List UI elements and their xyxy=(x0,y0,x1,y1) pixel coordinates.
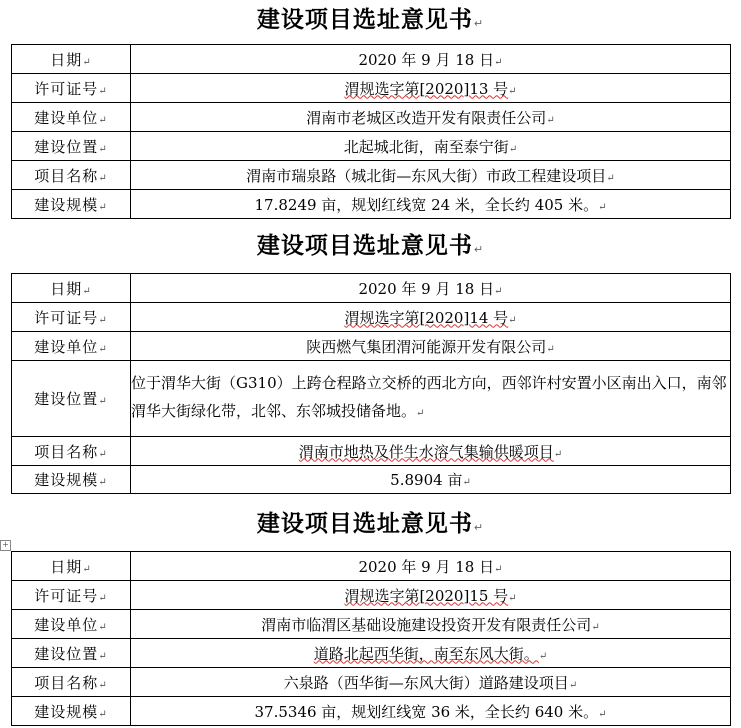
label-project-name xyxy=(12,668,131,697)
return-mark-icon: ↵ xyxy=(508,85,517,97)
section-3-table xyxy=(11,551,731,726)
table-row xyxy=(12,639,731,668)
label-permit-number xyxy=(12,74,131,103)
label-project-name xyxy=(12,437,131,466)
cell-text: 建设规模 xyxy=(34,195,99,214)
return-mark-icon: ↵ xyxy=(546,343,555,355)
cell-text: 5.8904 亩 xyxy=(390,471,463,489)
value-date xyxy=(131,45,731,74)
value-project-name xyxy=(131,161,731,190)
cell-text: 项目名称 xyxy=(34,166,99,185)
return-mark-icon: ↵ xyxy=(508,143,518,155)
return-mark-icon: ↵ xyxy=(98,201,108,213)
label-construction-scale xyxy=(12,190,131,219)
cell-text: 渭南市瑞泉路（城北街—东风大街）市政工程建设项目 xyxy=(246,166,607,185)
return-mark-icon: ↵ xyxy=(98,621,108,633)
return-mark-icon: ↵ xyxy=(98,679,108,691)
cell-text: 2020 年 9 月 18 日 xyxy=(358,557,495,576)
table-move-handle-icon[interactable]: + xyxy=(0,540,11,551)
cell-text: 建设规模 xyxy=(34,702,99,721)
table-row xyxy=(12,697,731,726)
value-construction-unit xyxy=(131,610,731,639)
return-mark-icon: ↵ xyxy=(98,314,108,326)
cell-text: 17.8249 亩，规划红线宽 24 米，全长约 405 米。 xyxy=(254,195,599,214)
label-construction-location xyxy=(12,639,131,668)
section-2-title-text: 建设项目选址意见书 xyxy=(256,233,473,259)
cell-text: 建设单位 xyxy=(34,337,99,356)
return-mark-icon: ↵ xyxy=(598,201,607,213)
return-mark-icon: ↵ xyxy=(494,563,503,575)
return-mark-icon: ↵ xyxy=(98,650,108,662)
value-date xyxy=(131,274,731,303)
table-row xyxy=(12,274,731,303)
label-date xyxy=(12,552,131,581)
table-row xyxy=(12,103,731,132)
cell-text: 渭南市地热及伴生水溶气集输供暖项目 xyxy=(298,442,554,461)
value-construction-location xyxy=(131,361,731,437)
label-date xyxy=(12,274,131,303)
table-row xyxy=(12,610,731,639)
cell-text: 许可证号 xyxy=(34,586,99,605)
label-construction-location xyxy=(12,361,131,437)
label-construction-location xyxy=(12,132,131,161)
cell-text: 建设规模 xyxy=(34,471,99,489)
value-construction-location xyxy=(131,639,731,668)
return-mark-icon: ↵ xyxy=(416,408,425,419)
cell-text: 渭规选字第[2020]15 号 xyxy=(344,586,509,605)
cell-text: 陕西燃气集团渭河能源开发有限公司 xyxy=(306,337,547,356)
cell-text: 建设单位 xyxy=(34,615,99,634)
table-row xyxy=(12,132,731,161)
cell-text: 许可证号 xyxy=(34,79,99,98)
label-date xyxy=(12,45,131,74)
value-permit-number xyxy=(131,74,731,103)
cell-text: 六泉路（西华街—东风大街）道路建设项目 xyxy=(283,673,569,692)
value-construction-location xyxy=(131,132,731,161)
return-mark-icon: ↵ xyxy=(494,285,503,297)
value-permit-number xyxy=(131,581,731,610)
label-permit-number xyxy=(12,303,131,332)
table-row xyxy=(12,581,731,610)
label-construction-scale xyxy=(12,466,131,494)
value-project-name xyxy=(131,437,731,466)
table-row xyxy=(12,466,731,494)
return-mark-icon: ↵ xyxy=(494,56,503,68)
cell-text: 建设位置 xyxy=(34,644,99,663)
value-date xyxy=(131,552,731,581)
cell-text: 建设单位 xyxy=(34,108,99,127)
cell-text: 37.5346 亩，规划红线宽 36 米，全长约 640 米。 xyxy=(254,702,599,721)
label-permit-number xyxy=(12,581,131,610)
cell-text: 位于渭华大街（G310）上跨仓程路立交桥的西北方向，西邻许村安置小区南出入口，南邻渭华大街绿化带，北邻、东邻城投储备地。 xyxy=(131,374,727,420)
return-mark-icon: ↵ xyxy=(568,679,578,691)
return-mark-icon: ↵ xyxy=(98,343,108,355)
cell-text: 建设位置 xyxy=(34,390,99,408)
value-construction-unit xyxy=(131,103,731,132)
cell-text: 日期 xyxy=(50,50,83,69)
value-construction-scale xyxy=(131,190,731,219)
value-construction-unit xyxy=(131,332,731,361)
table-row xyxy=(12,552,731,581)
table-row xyxy=(12,437,731,466)
section-3-title-text: 建设项目选址意见书 xyxy=(256,511,473,537)
value-construction-scale xyxy=(131,697,731,726)
return-mark-icon: ↵ xyxy=(98,592,108,604)
return-mark-icon: ↵ xyxy=(98,85,108,97)
cell-text: 日期 xyxy=(50,557,83,576)
value-project-name xyxy=(131,668,731,697)
cell-text: 渭规选字第[2020]13 号 xyxy=(344,79,509,98)
return-mark-icon: ↵ xyxy=(462,477,471,488)
return-mark-icon: ↵ xyxy=(82,563,92,575)
return-mark-icon: ↵ xyxy=(82,56,92,68)
return-mark-icon: ↵ xyxy=(473,521,485,534)
value-permit-number xyxy=(131,303,731,332)
return-mark-icon: ↵ xyxy=(598,708,607,720)
section-3-title xyxy=(0,508,741,540)
return-mark-icon: ↵ xyxy=(82,285,92,297)
cell-text: 许可证号 xyxy=(34,308,99,327)
table-row xyxy=(12,332,731,361)
return-mark-icon: ↵ xyxy=(538,650,548,662)
cell-text: 渭南市老城区改造开发有限责任公司 xyxy=(306,108,547,127)
table-row xyxy=(12,45,731,74)
cell-text: 渭规选字第[2020]14 号 xyxy=(344,308,509,327)
return-mark-icon: ↵ xyxy=(591,621,600,633)
return-mark-icon: ↵ xyxy=(98,143,108,155)
label-construction-unit xyxy=(12,103,131,132)
cell-text: 日期 xyxy=(50,279,83,298)
return-mark-icon: ↵ xyxy=(98,708,108,720)
return-mark-icon: ↵ xyxy=(508,592,517,604)
section-1-title-text: 建设项目选址意见书 xyxy=(256,7,473,33)
cell-text: 道路北起西华街，南至东风大街。 xyxy=(313,644,539,663)
cell-text: 建设位置 xyxy=(34,137,99,156)
label-project-name xyxy=(12,161,131,190)
return-mark-icon: ↵ xyxy=(553,448,563,460)
section-1-title xyxy=(0,4,741,36)
cell-text: 2020 年 9 月 18 日 xyxy=(358,279,495,298)
table-row xyxy=(12,303,731,332)
return-mark-icon: ↵ xyxy=(98,477,108,488)
cell-text: 渭南市临渭区基础设施建设投资开发有限责任公司 xyxy=(261,615,592,634)
return-mark-icon: ↵ xyxy=(473,17,485,30)
return-mark-icon: ↵ xyxy=(508,314,517,326)
table-row xyxy=(12,668,731,697)
return-mark-icon: ↵ xyxy=(98,448,108,460)
return-mark-icon: ↵ xyxy=(98,172,108,184)
cell-text: 2020 年 9 月 18 日 xyxy=(358,50,495,69)
return-mark-icon: ↵ xyxy=(473,243,485,256)
table-row xyxy=(12,74,731,103)
label-construction-unit xyxy=(12,610,131,639)
section-2-table xyxy=(11,273,731,494)
return-mark-icon: ↵ xyxy=(546,114,555,126)
return-mark-icon: ↵ xyxy=(98,396,108,407)
cell-text: 北起城北街，南至泰宁街 xyxy=(343,137,509,156)
cell-text: 项目名称 xyxy=(34,442,99,461)
label-construction-unit xyxy=(12,332,131,361)
table-row xyxy=(12,361,731,437)
return-mark-icon: ↵ xyxy=(98,114,108,126)
return-mark-icon: ↵ xyxy=(606,172,615,184)
section-1-table xyxy=(11,44,731,219)
value-construction-scale xyxy=(131,466,731,494)
cell-text: 项目名称 xyxy=(34,673,99,692)
table-row xyxy=(12,190,731,219)
section-2-title xyxy=(0,230,741,262)
table-row xyxy=(12,161,731,190)
label-construction-scale xyxy=(12,697,131,726)
